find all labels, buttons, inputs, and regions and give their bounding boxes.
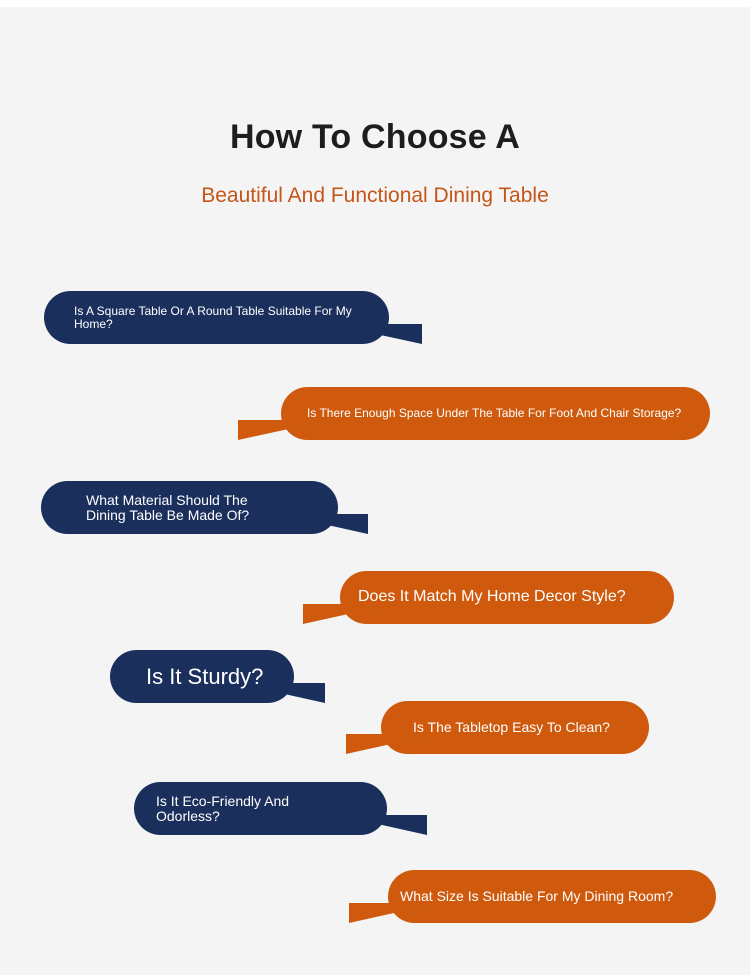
page-title: How To Choose A: [229, 118, 521, 156]
page-subtitle: Beautiful And Functional Dining Table: [201, 184, 549, 207]
question-bubble-2: [281, 387, 710, 440]
top-band: [0, 0, 750, 7]
bubble-tail: [303, 604, 393, 624]
bubble-tail: [346, 734, 436, 754]
question-text: Is A Square Table Or A Round Table Suitable For My Home?: [74, 303, 352, 331]
question-text: Is It Sturdy?: [146, 663, 264, 689]
question-text: [86, 493, 249, 522]
bubble-tail: [238, 420, 330, 440]
question-text: What Size Is Suitable For My Dining Room?: [400, 888, 674, 905]
bubble-tail: [349, 903, 439, 923]
question-line-1: Is It Eco-Friendly And: [156, 792, 290, 809]
bubble-tail: [337, 815, 427, 835]
question-line-1: What Material Should The: [86, 491, 248, 508]
question-text: Is The Tabletop Easy To Clean?: [413, 719, 610, 736]
question-text: Is There Enough Space Under The Table For Foot And Chair Storage?: [307, 406, 682, 421]
question-text: [156, 794, 289, 823]
question-line-2: Dining Table Be Made Of?: [86, 506, 250, 523]
question-line-2: Odorless?: [156, 807, 220, 824]
question-text: Does It Match My Home Decor Style?: [358, 588, 626, 606]
bubble-tail: [278, 514, 368, 534]
